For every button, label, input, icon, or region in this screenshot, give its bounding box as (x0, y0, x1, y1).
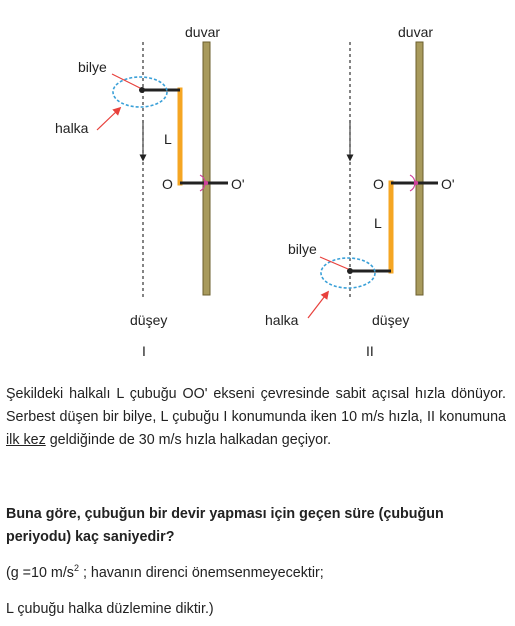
bilye-pointer-I (112, 74, 140, 88)
label-halka-II: halka (265, 312, 299, 328)
question-text: Buna göre, çubuğun bir devir yapması için geçen süre (çubuğun periyodu) kaç saniyedir? (6, 506, 444, 545)
configuration-I (55, 24, 245, 359)
problem-statement (6, 383, 506, 452)
note-superscript: 2 (73, 563, 79, 574)
wall-label-I: duvar (185, 24, 221, 40)
halka-arrow-I (97, 108, 120, 130)
label-O-I: O (162, 176, 173, 192)
label-L-II: L (374, 215, 382, 231)
halka-arrow-II (308, 292, 328, 318)
label-Oprime-I: O' (231, 176, 245, 192)
label-halka-I: halka (55, 120, 89, 136)
configuration-II (265, 24, 455, 359)
problem-text-part1: Şekildeki halkalı L çubuğu OO' ekseni çevresinde sabit açısal hızla dönüyor. Serbest düşen bir bilye, L çubuğu I konumunda iken 10 m/s hızla, II konumuna (6, 386, 506, 425)
label-O-II: O (373, 176, 384, 192)
problem-text-part2: geldiğinde de 30 m/s hızla halkadan geçiyor. (45, 432, 332, 448)
pivot-dot-II (414, 181, 418, 185)
position-label-I: I (142, 343, 146, 359)
pivot-dot-I (204, 181, 208, 185)
label-bilye-I: bilye (78, 59, 107, 75)
label-dusey-II: düşey (372, 312, 410, 328)
wall-I (203, 42, 210, 295)
note-air-resistance: ; havanın direnci önemsenmeyecektir; (78, 565, 324, 581)
problem-underlined-text: ilk kez (6, 432, 46, 448)
note-gravity: (g =10 m/s (6, 565, 74, 581)
note-line-1 (6, 562, 506, 585)
position-label-II: II (366, 343, 374, 359)
label-Oprime-II: O' (441, 176, 455, 192)
label-bilye-II: bilye (288, 241, 317, 257)
note-line-2: L çubuğu halka düzlemine diktir.) (6, 601, 214, 617)
wall-II (416, 42, 423, 295)
label-dusey-I: düşey (130, 312, 168, 328)
label-L-I: L (164, 131, 172, 147)
wall-label-II: duvar (398, 24, 434, 40)
